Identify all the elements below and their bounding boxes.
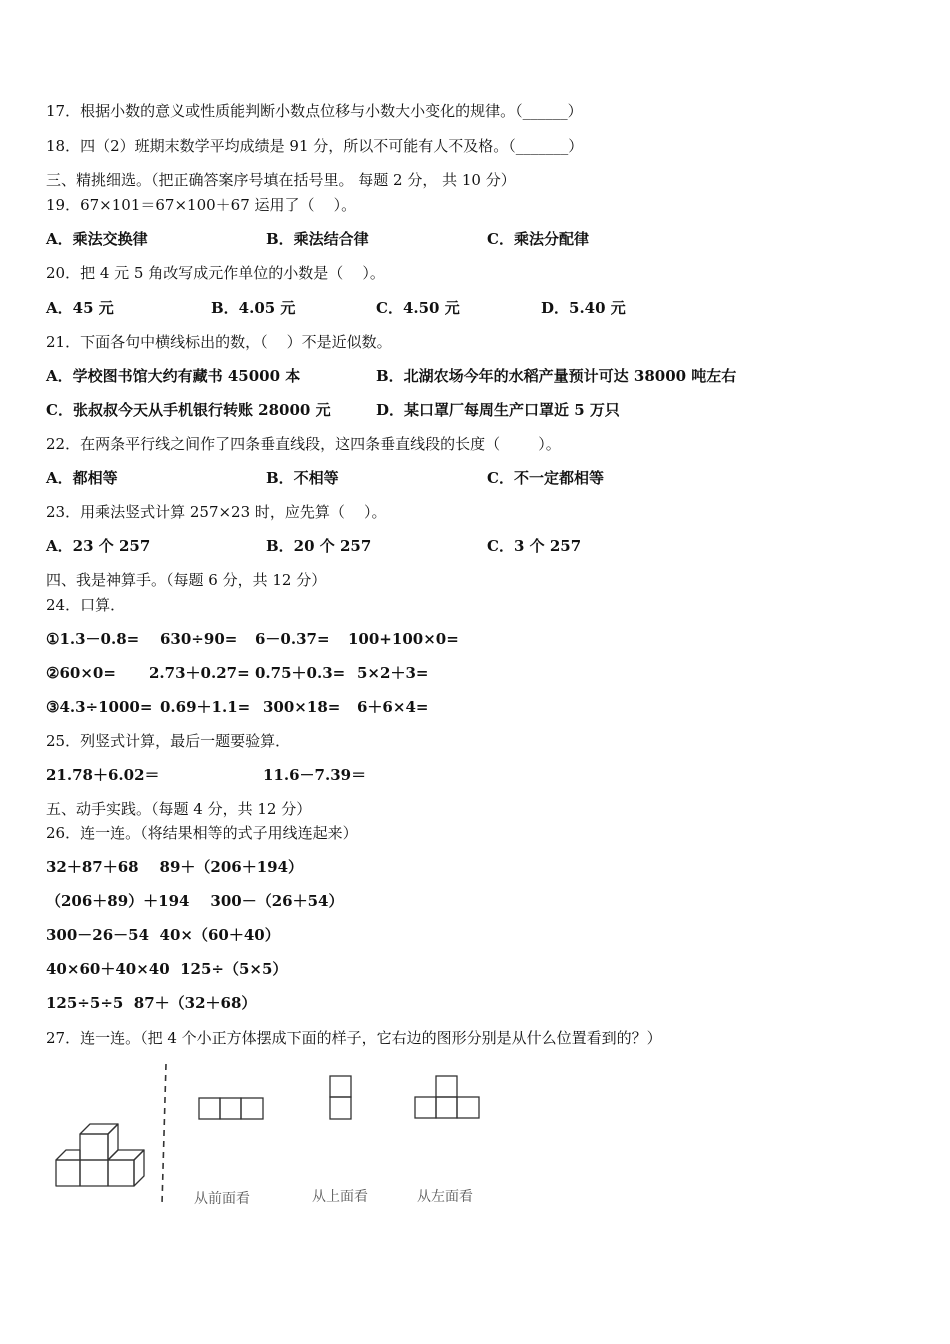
q23-option-a: A．23 个 257 (46, 537, 151, 555)
q21-option-b: B．北湖农场今年的水稻产量预计可达 38000 吨左右 (376, 367, 737, 385)
label-front-view: 从前面看 (194, 1191, 250, 1207)
q19-option-b: B．乘法结合律 (266, 230, 369, 248)
q22-option-b: B．不相等 (266, 469, 339, 487)
q20-option-d: D．5.40 元 (541, 299, 626, 317)
q24-row1-item1: ①1.3－0.8= (46, 630, 140, 648)
q24-row2-item4: 5×2＋3= (357, 664, 429, 682)
q26-row2: （206＋89）＋194 300－（26＋54） (46, 892, 344, 910)
q21-option-a: A．学校图书馆大约有藏书 45000 本 (46, 367, 301, 385)
q19-option-c: C．乘法分配律 (487, 230, 589, 248)
question-26-stem: 26．连一连。（将结果相等的式子用线连起来） (46, 824, 358, 842)
q24-row2-item2: 2.73＋0.27= (149, 664, 250, 682)
q25-item1: 21.78＋6.02＝ (46, 766, 160, 784)
q23-option-c: C．3 个 257 (487, 537, 582, 555)
q24-row1-item4: 100+100×0= (348, 630, 459, 648)
section-4-heading: 四、我是神算手。（每题 6 分，共 12 分） (46, 571, 327, 589)
q24-row1-item3: 6－0.37= (255, 630, 330, 648)
q26-row3: 300－26－54 40×（60＋40） (46, 926, 280, 944)
q20-option-a: A．45 元 (46, 299, 114, 317)
label-left-view: 从左面看 (417, 1189, 473, 1205)
question-20-stem: 20．把 4 元 5 角改写成元作单位的小数是（ ）。 (46, 264, 385, 282)
cube-figure (50, 1060, 510, 1220)
question-27-stem: 27．连一连。（把 4 个小正方体摆成下面的样子，它右边的图形分别是从什么位置看到的？） (46, 1029, 662, 1047)
question-21-stem: 21．下面各句中横线标出的数，（ ）不是近似数。 (46, 333, 392, 351)
section-3-heading: 三、精挑细选。（把正确答案序号填在括号里。 每题 2 分， 共 10 分） (46, 171, 516, 189)
q25-item2: 11.6－7.39＝ (263, 766, 367, 784)
question-17: 17．根据小数的意义或性质能判断小数点位移与小数大小变化的规律。（______） (46, 102, 583, 120)
q20-option-c: C．4.50 元 (376, 299, 460, 317)
question-18: 18．四（2）班期末数学平均成绩是 91 分，所以不可能有人不及格。（_______） (46, 137, 584, 155)
question-19-stem: 19．67×101＝67×100＋67 运用了（ ）。 (46, 196, 357, 214)
question-25-stem: 25．列竖式计算，最后一题要验算． (46, 732, 291, 750)
q24-row3-item2: 0.69＋1.1= (160, 698, 251, 716)
q23-option-b: B．20 个 257 (266, 537, 372, 555)
q26-row5: 125÷5÷5 87＋（32＋68） (46, 994, 257, 1012)
question-24-stem: 24．口算． (46, 596, 126, 614)
q21-option-d: D．某口罩厂每周生产口罩近 5 万只 (376, 401, 620, 419)
label-top-view: 从上面看 (312, 1189, 368, 1205)
q24-row3-item4: 6＋6×4= (357, 698, 429, 716)
question-23-stem: 23．用乘法竖式计算 257×23 时，应先算（ ）。 (46, 503, 387, 521)
q24-row2-item1: ②60×0= (46, 664, 116, 682)
q21-option-c: C．张叔叔今天从手机银行转账 28000 元 (46, 401, 331, 419)
q26-row4: 40×60＋40×40 125÷（5×5） (46, 960, 288, 978)
q24-row2-item3: 0.75＋0.3= (255, 664, 346, 682)
q24-row3-item3: 300×18= (263, 698, 341, 716)
q24-row3-item1: ③4.3÷1000= (46, 698, 153, 716)
question-22-stem: 22．在两条平行线之间作了四条垂直线段，这四条垂直线段的长度（ ）。 (46, 435, 561, 453)
q26-row1: 32＋87＋68 89＋（206＋194） (46, 858, 304, 876)
q22-option-c: C．不一定都相等 (487, 469, 604, 487)
q19-option-a: A．乘法交换律 (46, 230, 148, 248)
q22-option-a: A．都相等 (46, 469, 118, 487)
q20-option-b: B．4.05 元 (211, 299, 296, 317)
q24-row1-item2: 630÷90= (160, 630, 238, 648)
section-5-heading: 五、动手实践。（每题 4 分，共 12 分） (46, 800, 312, 818)
